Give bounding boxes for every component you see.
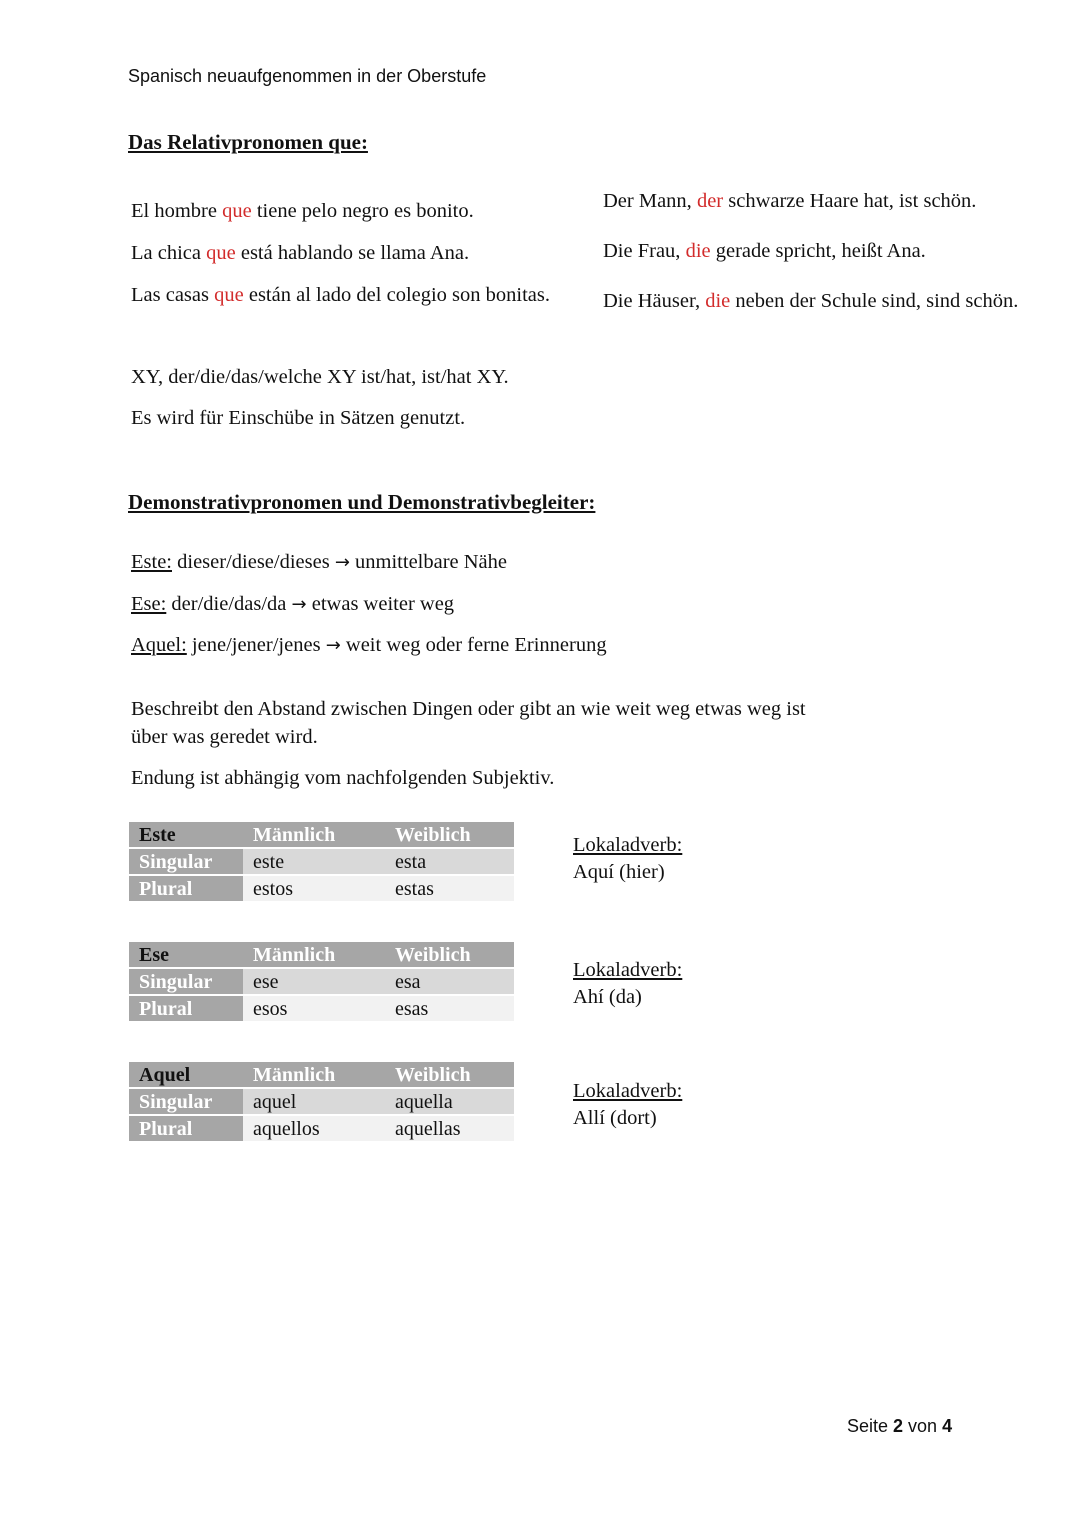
page-number bbox=[847, 1416, 952, 1437]
example-es-1 bbox=[131, 200, 474, 223]
example-es-text: La chica bbox=[131, 242, 207, 264]
cell-masculine: esos bbox=[243, 995, 385, 1021]
page-number-current: 2 bbox=[893, 1416, 904, 1436]
demo-description-line2: über was geredet wird. bbox=[131, 726, 318, 748]
column-header-masculine: Männlich bbox=[243, 942, 385, 968]
demo-meaning: weit weg oder ferne Erinnerung bbox=[340, 634, 607, 656]
example-es-text: El hombre bbox=[131, 200, 223, 222]
page-header: Spanisch neuaufgenommen in der Oberstufe bbox=[128, 66, 487, 86]
example-de-2 bbox=[603, 240, 926, 263]
cell-masculine: aquel bbox=[243, 1088, 385, 1115]
example-de-text: schwarze Haare hat, ist schön. bbox=[723, 190, 977, 212]
example-es-2 bbox=[131, 242, 469, 265]
example-de-3 bbox=[603, 290, 1018, 313]
lokaladverb-este bbox=[573, 832, 682, 886]
example-de-1 bbox=[603, 190, 976, 213]
row-label-singular: Singular bbox=[129, 968, 243, 995]
demo-item-este bbox=[131, 551, 507, 574]
table-header-row bbox=[129, 1062, 514, 1088]
demo-ending-note: Endung ist abhängig vom nachfolgenden Subjektiv. bbox=[131, 767, 555, 789]
table-row bbox=[129, 968, 514, 995]
cell-masculine: ese bbox=[243, 968, 385, 995]
relative-pronoun-de: die bbox=[685, 240, 711, 262]
lokaladverb-value: Ahí (da) bbox=[573, 986, 642, 1008]
table-title: Ese bbox=[129, 942, 243, 968]
cell-feminine: esa bbox=[385, 968, 514, 995]
cell-masculine: estos bbox=[243, 875, 385, 901]
heading-demonstrativpronomen: Demonstrativpronomen und Demonstrativbegleiter: bbox=[128, 490, 596, 514]
demo-term: Ese: bbox=[131, 593, 167, 615]
page-number-total: 4 bbox=[942, 1416, 953, 1436]
example-de-text: neben der Schule sind, sind schön. bbox=[730, 290, 1019, 312]
table-aquel bbox=[129, 1062, 514, 1141]
cell-feminine: aquellas bbox=[385, 1115, 514, 1141]
demo-item-ese bbox=[131, 593, 454, 616]
cell-feminine: estas bbox=[385, 875, 514, 901]
lokaladverb-value: Aquí (hier) bbox=[573, 861, 665, 883]
example-es-text: está hablando se llama Ana. bbox=[235, 242, 470, 264]
example-de-text: Der Mann, bbox=[603, 190, 697, 212]
row-label-singular: Singular bbox=[129, 1088, 243, 1115]
relative-pronoun-de: der bbox=[696, 190, 724, 212]
demo-description-line1: Beschreibt den Abstand zwischen Dingen oder gibt an wie weit weg etwas weg ist bbox=[131, 698, 806, 720]
table-este bbox=[129, 822, 514, 901]
lokaladverb-ese bbox=[573, 957, 682, 1011]
cell-masculine: aquellos bbox=[243, 1115, 385, 1141]
demo-term: Aquel: bbox=[131, 634, 187, 656]
example-de-text: Die Häuser, bbox=[603, 290, 706, 312]
demo-translation: jene/jener/jenes bbox=[186, 634, 326, 656]
arrow-right-icon: → bbox=[291, 594, 307, 615]
table-row bbox=[129, 1088, 514, 1115]
heading-relativpronomen: Das Relativpronomen que: bbox=[128, 130, 368, 154]
demo-translation: der/die/das/da bbox=[166, 593, 292, 615]
lokaladverb-label: Lokaladverb: bbox=[573, 959, 683, 981]
rule-structure: XY, der/die/das/welche XY ist/hat, ist/hat XY. bbox=[131, 366, 509, 388]
table-row bbox=[129, 848, 514, 875]
relative-pronoun-de: die bbox=[705, 290, 731, 312]
example-es-text: están al lado del colegio son bonitas. bbox=[243, 284, 551, 306]
table-row bbox=[129, 995, 514, 1021]
table-title: Este bbox=[129, 822, 243, 848]
table-row bbox=[129, 875, 514, 901]
page-number-separator: von bbox=[903, 1416, 943, 1436]
row-label-plural: Plural bbox=[129, 1115, 243, 1141]
relative-pronoun-que: que bbox=[214, 284, 244, 306]
demo-meaning: etwas weiter weg bbox=[306, 593, 455, 615]
arrow-right-icon: → bbox=[334, 552, 350, 573]
rule-usage: Es wird für Einschübe in Sätzen genutzt. bbox=[131, 407, 466, 429]
example-es-text: tiene pelo negro es bonito. bbox=[251, 200, 474, 222]
column-header-masculine: Männlich bbox=[243, 1062, 385, 1088]
demo-translation: dieser/diese/dieses bbox=[172, 551, 335, 573]
table-header-row bbox=[129, 942, 514, 968]
example-de-text: Die Frau, bbox=[603, 240, 686, 262]
row-label-singular: Singular bbox=[129, 848, 243, 875]
column-header-feminine: Weiblich bbox=[385, 822, 514, 848]
example-es-text: Las casas bbox=[131, 284, 215, 306]
example-es-3 bbox=[131, 284, 550, 307]
demo-meaning: unmittelbare Nähe bbox=[349, 551, 508, 573]
lokaladverb-label: Lokaladverb: bbox=[573, 834, 683, 856]
demo-term: Este: bbox=[131, 551, 172, 573]
table-header-row bbox=[129, 822, 514, 848]
relative-pronoun-que: que bbox=[222, 200, 252, 222]
page-number-prefix: Seite bbox=[847, 1416, 894, 1436]
cell-masculine: este bbox=[243, 848, 385, 875]
column-header-masculine: Männlich bbox=[243, 822, 385, 848]
lokaladverb-aquel bbox=[573, 1078, 682, 1132]
cell-feminine: esas bbox=[385, 995, 514, 1021]
column-header-feminine: Weiblich bbox=[385, 1062, 514, 1088]
table-title: Aquel bbox=[129, 1062, 243, 1088]
row-label-plural: Plural bbox=[129, 995, 243, 1021]
table-row bbox=[129, 1115, 514, 1141]
relative-pronoun-que: que bbox=[206, 242, 236, 264]
row-label-plural: Plural bbox=[129, 875, 243, 901]
cell-feminine: esta bbox=[385, 848, 514, 875]
arrow-right-icon: → bbox=[325, 635, 341, 656]
lokaladverb-label: Lokaladverb: bbox=[573, 1080, 683, 1102]
column-header-feminine: Weiblich bbox=[385, 942, 514, 968]
example-de-text: gerade spricht, heißt Ana. bbox=[710, 240, 926, 262]
demo-item-aquel bbox=[131, 634, 607, 657]
cell-feminine: aquella bbox=[385, 1088, 514, 1115]
lokaladverb-value: Allí (dort) bbox=[573, 1107, 657, 1129]
table-ese bbox=[129, 942, 514, 1021]
